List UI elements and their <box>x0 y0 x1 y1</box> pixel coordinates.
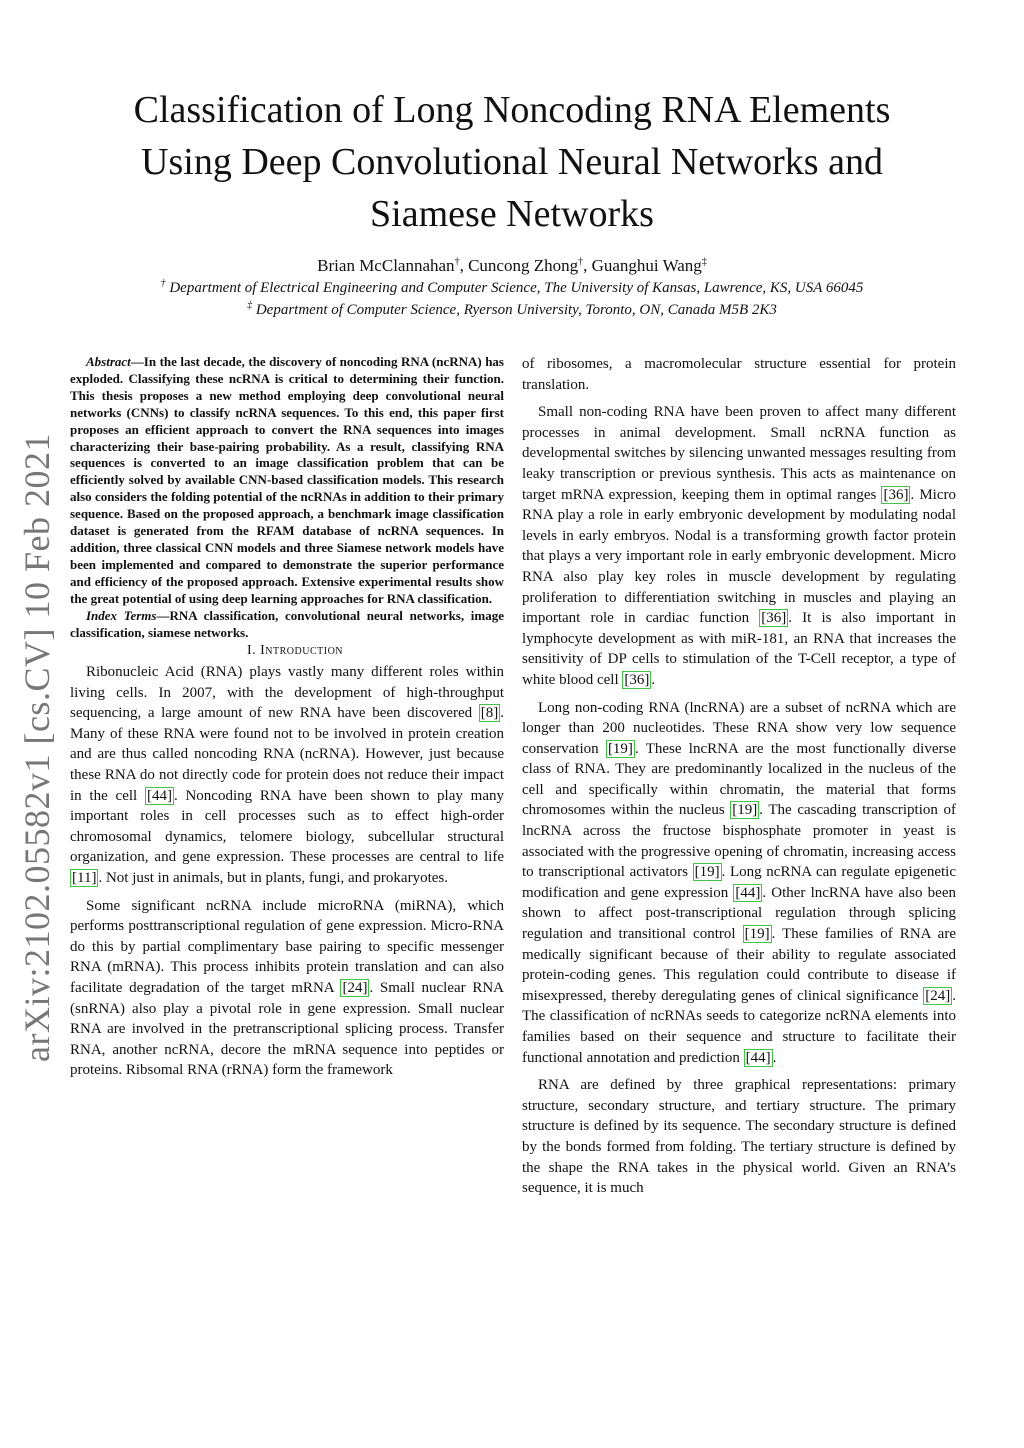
abstract-label: Abstract <box>86 354 131 369</box>
paragraph-text: Ribonucleic Acid (RNA) plays vastly many different roles within living cells. In 2007, with the development of high-throughput sequencing, a large amount of new RNA have been discovered <box>70 664 504 722</box>
citation-link[interactable]: [36] <box>761 610 787 627</box>
paragraph <box>522 402 956 690</box>
citation-link[interactable]: [44] <box>735 884 761 901</box>
index-terms-text: —RNA classification, convolutional neural networks, image classification, siamese networks. <box>70 607 504 640</box>
paragraph-text: . Other lncRNA have also been shown to affect post-transcriptional regulation through splicing regulation and transitional control <box>522 884 956 943</box>
arxiv-identifier: arXiv:2102.05582v1 [cs.CV] 10 Feb 2021 <box>17 433 57 1062</box>
paragraph-text: . It is also important in lymphocyte development as with miR-181, an RNA that increases the sensitivity of DP cells to stimulation of the T-Cell receptor, a type of white blood cell <box>522 610 956 688</box>
index-terms <box>70 608 504 642</box>
title-line: Siamese Networks <box>370 193 654 235</box>
paper-title <box>80 84 944 240</box>
affiliation-2 <box>0 302 1024 319</box>
affiliation-text: Department of Electrical Engineering and Computer Science, The University of Kansas, Lawrence, KS, USA 66045 <box>169 280 864 296</box>
citation-link[interactable]: [36] <box>624 671 650 688</box>
citation-link[interactable]: [24] <box>925 987 951 1004</box>
paragraph-text: . <box>772 1049 777 1066</box>
author-name: Guanghui Wang <box>591 256 702 275</box>
paragraph <box>522 698 956 1069</box>
citation-link[interactable]: [24] <box>342 979 368 996</box>
paragraph-text: Small non-coding RNA have been proven to affect many different processes in animal development. Small ncRNA function as developmental switches by silencing unwanted messages resulting from leaky transcription or previous synthesis. This acts as maintenance on target mRNA expression, keeping them in optimal ranges <box>522 404 956 503</box>
citation-link[interactable]: [44] <box>745 1049 771 1066</box>
paragraph-text: RNA are defined by three graphical representations: primary structure, secondary structure, and tertiary structure. The primary structure is defined by its sequence. The secondary structure is defined by the bonds formed from folding. The tertiary structure is defined by the shape the RNA takes in the physical world. Given an RNA’s sequence, it is much <box>522 1077 956 1197</box>
section-title: Introduction <box>260 643 344 659</box>
paragraph-text: Long non-coding RNA (lncRNA) are a subset of ncRNA which are longer than 200 nucleotides. These RNA show very low sequence conservation <box>522 699 956 757</box>
paragraph <box>522 354 956 395</box>
paragraph <box>522 1075 956 1199</box>
paragraph <box>70 662 504 889</box>
paragraph-text: . <box>651 671 656 688</box>
paragraph-text: . Noncoding RNA have been shown to play many important roles in cell processes such as to effect high-order chromosomal dynamics, telomere biology, subcellular structural organization, and gene expression. These processes are central to life <box>70 787 504 866</box>
paragraph <box>70 896 504 1081</box>
citation-link[interactable]: [19] <box>732 802 758 819</box>
affiliation-mark: † <box>454 256 460 268</box>
affiliation-mark: ‡ <box>247 300 253 311</box>
citation-link[interactable]: [19] <box>744 926 770 943</box>
citation-link[interactable]: [8] <box>480 705 499 722</box>
affiliation-mark: ‡ <box>701 256 707 268</box>
paragraph-text: . Micro RNA play a role in early embryonic development by modulating nodal levels in early embryos. Nodal is a transforming growth factor protein that plays a very important role in early embryonic development. Micro RNA also play key roles in muscle development by regulating proliferation to differentiation switching in muscles and playing an important role in cardiac function <box>522 486 956 627</box>
right-column <box>522 354 956 1199</box>
title-line: Classification of Long Noncoding RNA Elements <box>133 89 891 131</box>
paragraph-text: . Small nuclear RNA (snRNA) also play a pivotal role in gene expression. Small nuclear RNA are involved in the pretranscriptional splicing process. Transfer RNA, another ncRNA, decore the mRNA sequence into peptides or proteins. Ribsomal RNA (rRNA) form the framework <box>70 979 504 1079</box>
author-list: Brian McClannahan†, Cuncong Zhong†, Guanghui Wang‡ <box>317 256 707 275</box>
citation-link[interactable]: [19] <box>694 864 720 881</box>
section-number: I. <box>246 643 257 659</box>
index-terms-label: Index Terms <box>86 607 157 623</box>
paragraph-text: . The cascading transcription of lncRNA across the fructose bisphosphate promoter in yeast is associated with the progressive opening of chromatin, increasing access to transcriptional activators <box>522 802 956 881</box>
title-line: Using Deep Convolutional Neural Networks and <box>141 141 883 183</box>
affiliation-mark: † <box>160 278 166 289</box>
author-name: Brian McClannahan <box>317 256 455 275</box>
paragraph-text: . Many of these RNA were found not to be involved in protein creation and are thus called noncoding RNA (ncRNA). However, just because these RNA do not directly code for protein does not reduce their impact in the cell <box>70 705 504 804</box>
abstract-text: —In the last decade, the discovery of noncoding RNA (ncRNA) has exploded. Classifying these ncRNA is critical to determining their function. This thesis proposes a new method employing deep convolutional neural networks (CNNs) to classify ncRNA sequences. To this end, this paper first proposes an efficient approach to convert the RNA sequences into images characterizing their base-pairing probability. As a result, classifying RNA sequences is converted to an image classification problem that can be efficiently solved by available CNN-based classification models. This research also considers the folding potential of the ncRNAs in addition to their primary sequence. Based on the proposed approach, a benchmark image classification dataset is generated from the RFAM database of ncRNA sequences. In addition, three classical CNN models and three Siamese network models have been implemented and compared to demonstrate the superior performance and efficiency of the proposed approach. Extensive experimental results show the great potential of using deep learning approaches for RNA classification. <box>70 354 504 606</box>
citation-link[interactable]: [36] <box>883 486 909 503</box>
paragraph-text: . These families of RNA are medically significant because of their ability to regulate associated protein-coding genes. This regulation could contribute to disease if misexpressed, thereby deregulating genes of clinical significance <box>522 926 956 1004</box>
paragraph-text: of ribosomes, a macromolecular structure essential for protein translation. <box>522 356 956 393</box>
affiliation-mark: † <box>578 256 584 268</box>
paragraph-text: . Not just in animals, but in plants, fungi, and prokaryotes. <box>98 869 448 886</box>
abstract <box>70 354 504 608</box>
paragraph-text: . The classification of ncRNAs seeds to categorize ncRNA elements into families based on their sequence and structure to facilitate their functional annotation and prediction <box>522 987 956 1066</box>
author-name: Cuncong Zhong <box>468 256 579 275</box>
citation-link[interactable]: [44] <box>146 787 172 804</box>
paragraph-text: . These lncRNA are the most functionally diverse class of RNA. They are predominantly localized in the nucleus of the cell and specifically within chromatin, the material that forms chromosomes within the nucleus <box>522 740 956 819</box>
section-heading <box>70 641 504 662</box>
citation-link[interactable]: [19] <box>607 740 633 757</box>
affiliation-text: Department of Computer Science, Ryerson University, Toronto, ON, Canada M5B 2K3 <box>255 302 777 318</box>
paragraph-text: . Long ncRNA can regulate epigenetic modification and gene expression <box>522 864 956 901</box>
affiliation-1 <box>0 280 1024 297</box>
left-column <box>70 354 504 1081</box>
paragraph-text: Some significant ncRNA include microRNA (miRNA), which performs posttranscriptional regulation of gene expression. Micro-RNA do this by partial complimentary base pairing to specific messenger RNA (mRNA). This process inhibits protein translation and can also facilitate degradation of the target mRNA <box>70 897 504 996</box>
citation-link[interactable]: [11] <box>72 869 97 886</box>
